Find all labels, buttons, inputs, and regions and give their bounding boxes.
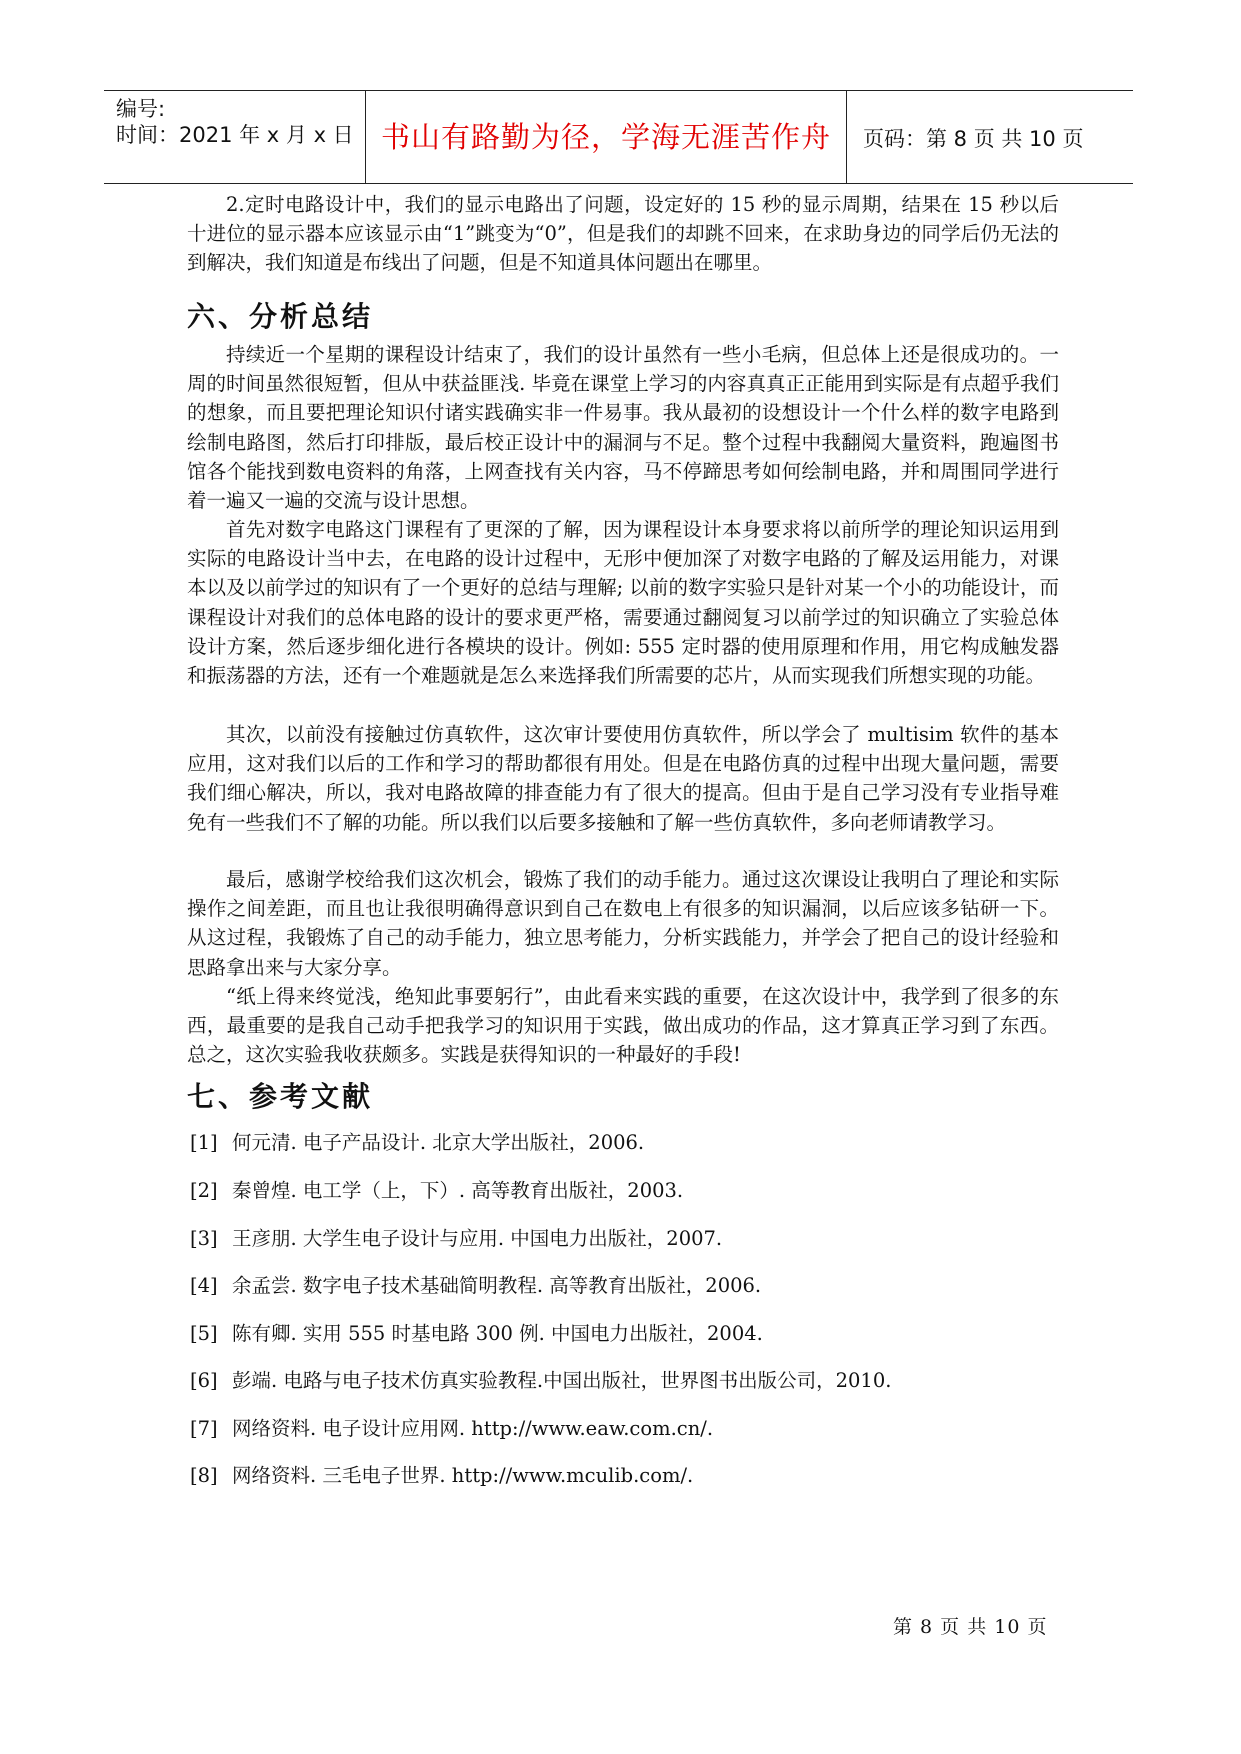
page-footer: 第 8 页 共 10 页 [893, 1616, 1048, 1638]
reference-number: [8] [190, 1464, 218, 1487]
reference-text: 余孟尝. 数字电子技术基础简明教程. 高等教育出版社，2006. [232, 1274, 762, 1297]
intro-paragraph: 2.定时电路设计中，我们的显示电路出了问题，设定好的 15 秒的显示周期，结果在 15 秒以后十进位的显示器本应该显示由“1”跳变为“0”，但是我们的却跳不回来，在求助身边的同学后仍无法的到解决，我们知道是布线出了问题，但是不知道具体问题出在哪里。 [187, 193, 1059, 275]
body-paragraph: 首先对数字电路这门课程有了更深的了解，因为课程设计本身要求将以前所学的理论知识运用到实际的电路设计当中去，在电路的设计过程中，无形中便加深了对数字电路的了解及运用能力，对课本以及以前学过的知识有了一个更好的总结与理解; 以前的数字实验只是针对某一个小的功能设计，而课程设计对我们的总体电路的设计的要求更严格，需要通过翻阅复习以前学过的知识确立了实验总体设计方案，然后逐步细化进行各模块的设计。例如: 555 定时器的使用原理和作用，用它构成触发器和振荡器的方法，还有一个难题就是怎么来选择我们所需要的芯片，从而实现我们所想实现的功能。 [187, 518, 1059, 688]
reference-number: [5] [190, 1322, 218, 1345]
header-motto-cell [366, 91, 847, 183]
section-heading-analysis: 六、分析总结 [187, 300, 374, 333]
reference-number: [2] [190, 1179, 218, 1202]
time-label: 时间：2021 年 x 月 x 日 [116, 123, 354, 147]
reference-number: [3] [190, 1227, 218, 1250]
reference-item [190, 1318, 763, 1346]
motto-text: 书山有路勤为径，学海无涯苦作舟 [380, 120, 831, 154]
header-info-cell [104, 91, 366, 183]
reference-text: 王彦朋. 大学生电子设计与应用. 中国电力出版社，2007. [232, 1227, 723, 1250]
reference-number: [1] [190, 1131, 218, 1154]
reference-text: 彭端. 电路与电子技术仿真实验教程.中国出版社，世界图书出版公司，2010. [232, 1369, 892, 1392]
reference-text: 网络资料. 三毛电子世界. http://www.mculib.com/. [232, 1464, 694, 1487]
section-heading-references: 七、参考文献 [187, 1080, 374, 1113]
reference-item [190, 1175, 683, 1203]
reference-item [190, 1270, 761, 1298]
reference-item [190, 1223, 722, 1251]
reference-number: [6] [190, 1369, 218, 1392]
reference-item [190, 1413, 713, 1441]
reference-number: [4] [190, 1274, 218, 1297]
reference-number: [7] [190, 1417, 218, 1440]
reference-item [190, 1460, 693, 1488]
page-number-label: 页码：第 8 页 共 10 页 [863, 127, 1084, 151]
body-paragraph: 最后，感谢学校给我们这次机会，锻炼了我们的动手能力。通过这次课设让我明白了理论和实际操作之间差距，而且也让我很明确得意识到自己在数电上有很多的知识漏洞，以后应该多钻研一下。从这过程，我锻炼了自己的动手能力，独立思考能力，分析实践能力，并学会了把自己的设计经验和思路拿出来与大家分享。 [187, 868, 1059, 979]
serial-number-label: 编号: [116, 97, 166, 121]
body-paragraph: “纸上得来终觉浅，绝知此事要躬行”，由此看来实践的重要，在这次设计中，我学到了很多的东西，最重要的是我自己动手把我学习的知识用于实践，做出成功的作品，这才算真正学习到了东西。总之，这次实验我收获颇多。实践是获得知识的一种最好的手段! [187, 985, 1059, 1067]
body-paragraph: 持续近一个星期的课程设计结束了，我们的设计虽然有一些小毛病，但总体上还是很成功的。一周的时间虽然很短暂，但从中获益匪浅. 毕竟在课堂上学习的内容真真正正能用到实际是有点超乎我们的想象，而且要把理论知识付诸实践确实非一件易事。我从最初的设想设计一个什么样的数字电路到绘制电路图，然后打印排版，最后校正设计中的漏洞与不足。整个过程中我翻阅大量资料，跑遍图书馆各个能找到数电资料的角落，上网查找有关内容，马不停蹄思考如何绘制电路，并和周围同学进行着一遍又一遍的交流与设计思想。 [187, 343, 1059, 513]
body-paragraph: 其次，以前没有接触过仿真软件，这次审计要使用仿真软件，所以学会了 multisim 软件的基本应用，这对我们以后的工作和学习的帮助都很有用处。但是在电路仿真的过程中出现大量问题，需要我们细心解决，所以，我对电路故障的排查能力有了很大的提高。但由于是自己学习没有专业指导难免有一些我们不了解的功能。所以我们以后要多接触和了解一些仿真软件，多向老师请教学习。 [187, 723, 1059, 834]
reference-text: 秦曾煌. 电工学（上，下）. 高等教育出版社，2003. [232, 1179, 684, 1202]
reference-item [190, 1365, 891, 1393]
page-header [104, 90, 1133, 184]
header-page-cell [847, 91, 1133, 183]
reference-text: 陈有卿. 实用 555 时基电路 300 例. 中国电力出版社，2004. [232, 1322, 763, 1345]
reference-text: 网络资料. 电子设计应用网. http://www.eaw.com.cn/. [232, 1417, 714, 1440]
reference-item [190, 1127, 644, 1155]
reference-text: 何元清. 电子产品设计. 北京大学出版社，2006. [232, 1131, 645, 1154]
